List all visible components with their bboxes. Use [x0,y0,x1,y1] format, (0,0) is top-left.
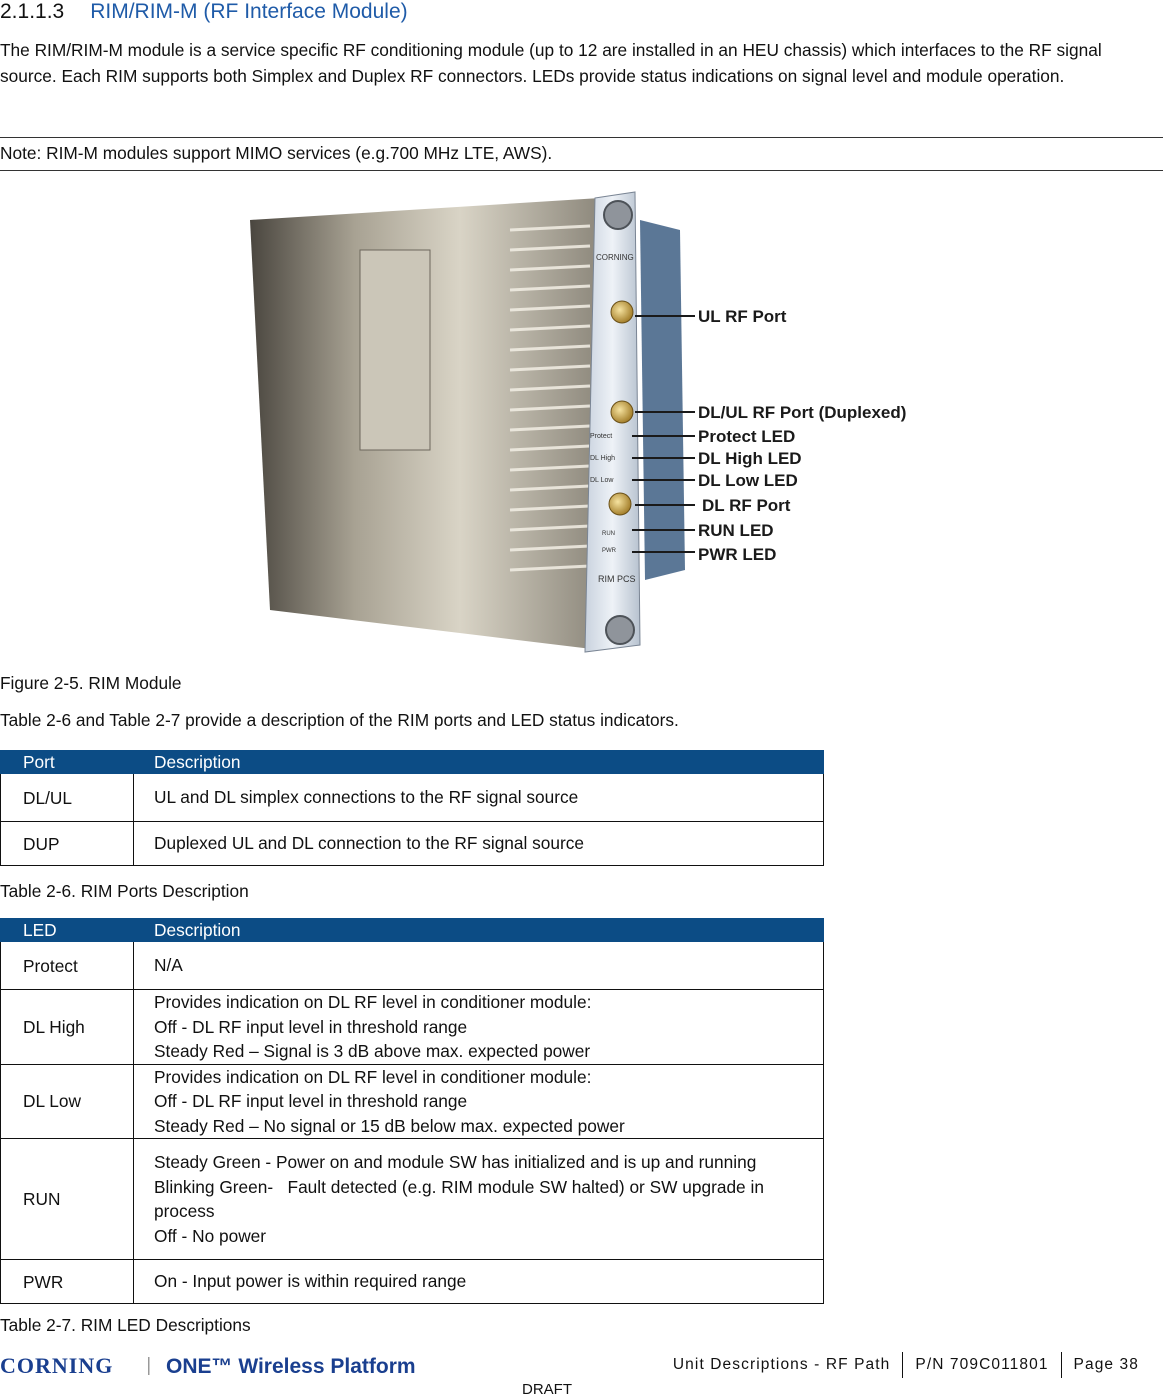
ports-table [0,750,824,866]
led-desc: N/A [134,942,824,990]
port-name: DUP [1,822,134,866]
callout-run-led: RUN LED [698,521,774,540]
ul-rf-connector [611,301,633,323]
top-screw [604,201,632,229]
led-desc: Provides indication on DL RF level in conditioner module: Off - DL RF input level in threshold range Steady Red – Signal is 3 dB above max. expected power [134,990,824,1065]
section-heading [0,0,408,24]
callout-protect-led: Protect LED [698,427,796,446]
callout-dl-high-led: DL High LED [698,449,802,468]
dl-rf-connector [609,493,631,515]
column-header: LED [1,919,134,942]
table-row [1,1139,824,1260]
panel-label-protect: Protect [590,433,613,440]
column-header: Description [134,919,824,942]
led-name: Protect [1,942,134,990]
led-desc: On - Input power is within required range [134,1260,824,1304]
footer-page: Page 38 [1073,1356,1139,1373]
table-row [1,774,824,822]
column-header: Port [1,751,134,774]
panel-label-dl-low: DL Low [590,477,614,484]
led-name: PWR [1,1260,134,1304]
draft-mark: DRAFT [522,1381,572,1398]
table-row [1,1064,824,1139]
port-desc: Duplexed UL and DL connection to the RF signal source [134,822,824,866]
footer-info [661,1352,1151,1378]
note-box: Note: RIM-M modules support MIMO services (e.g.700 MHz LTE, AWS). [0,137,1163,171]
callout-dl-rf-port: DL RF Port [702,496,791,515]
plate-side-label: RIM PCS [598,574,636,584]
column-header: Description [134,751,824,774]
logo-wordmark: CORNING [0,1353,114,1378]
duplex-rf-connector [611,401,633,423]
led-name: DL Low [1,1064,134,1139]
callout-pwr-led: PWR LED [698,545,777,564]
led-name: RUN [1,1139,134,1260]
led-table [0,918,824,1304]
plate-brand-label: CORNING [596,253,634,262]
panel-label-pwr: PWR [602,548,616,554]
section-number: 2.1.1.3 [0,0,65,23]
intro-paragraph: The RIM/RIM-M module is a service specific RF conditioning module (up to 12 are installed in an HEU chassis) which interfaces to the RF signal source. Each RIM supports both Simplex and Duplex RF connectors. LEDs provide status indications on signal level and module operation. [0,40,1102,86]
table-row [1,1260,824,1304]
corning-logo [0,1352,430,1378]
table-row [1,990,824,1065]
heatsink-window [360,250,430,450]
callout-duplex-port: DL/UL RF Port (Duplexed) [698,403,907,422]
table-intro: Table 2-6 and Table 2-7 provide a description of the RIM ports and LED status indicators. [0,710,679,730]
table-row [1,942,824,990]
section-title: RIM/RIM-M (RF Interface Module) [90,0,408,23]
footer-part-number: P/N 709C011801 [915,1356,1049,1373]
table-row [1,822,824,866]
table-header-row [1,751,824,774]
figure-caption: Figure 2-5. RIM Module [0,673,182,693]
rim-module-photo [240,190,930,658]
port-desc: UL and DL simplex connections to the RF signal source [134,774,824,822]
led-desc: Provides indication on DL RF level in conditioner module: Off - DL RF input level in threshold range Steady Red – No signal or 15 dB below max. expected power [134,1064,824,1139]
led-desc: Steady Green - Power on and module SW has initialized and is up and running Blinking Green- Fault detected (e.g. RIM module SW halted) or SW upgrade in process Off - No power [134,1139,824,1260]
callout-ul-rf-port: UL RF Port [698,307,787,326]
table-header-row [1,919,824,942]
bottom-screw [606,616,634,644]
logo-product: ONE™ Wireless Platform [166,1355,416,1378]
front-handle [640,220,685,580]
port-name: DL/UL [1,774,134,822]
callout-dl-low-led: DL Low LED [698,471,798,490]
led-table-caption: Table 2-7. RIM LED Descriptions [0,1315,251,1335]
logo-divider [148,1357,150,1375]
panel-label-run: RUN [602,531,615,537]
footer-section: Unit Descriptions - RF Path [672,1356,891,1373]
panel-label-dl-high: DL High [590,455,616,462]
led-name: DL High [1,990,134,1065]
ports-table-caption: Table 2-6. RIM Ports Description [0,881,249,901]
